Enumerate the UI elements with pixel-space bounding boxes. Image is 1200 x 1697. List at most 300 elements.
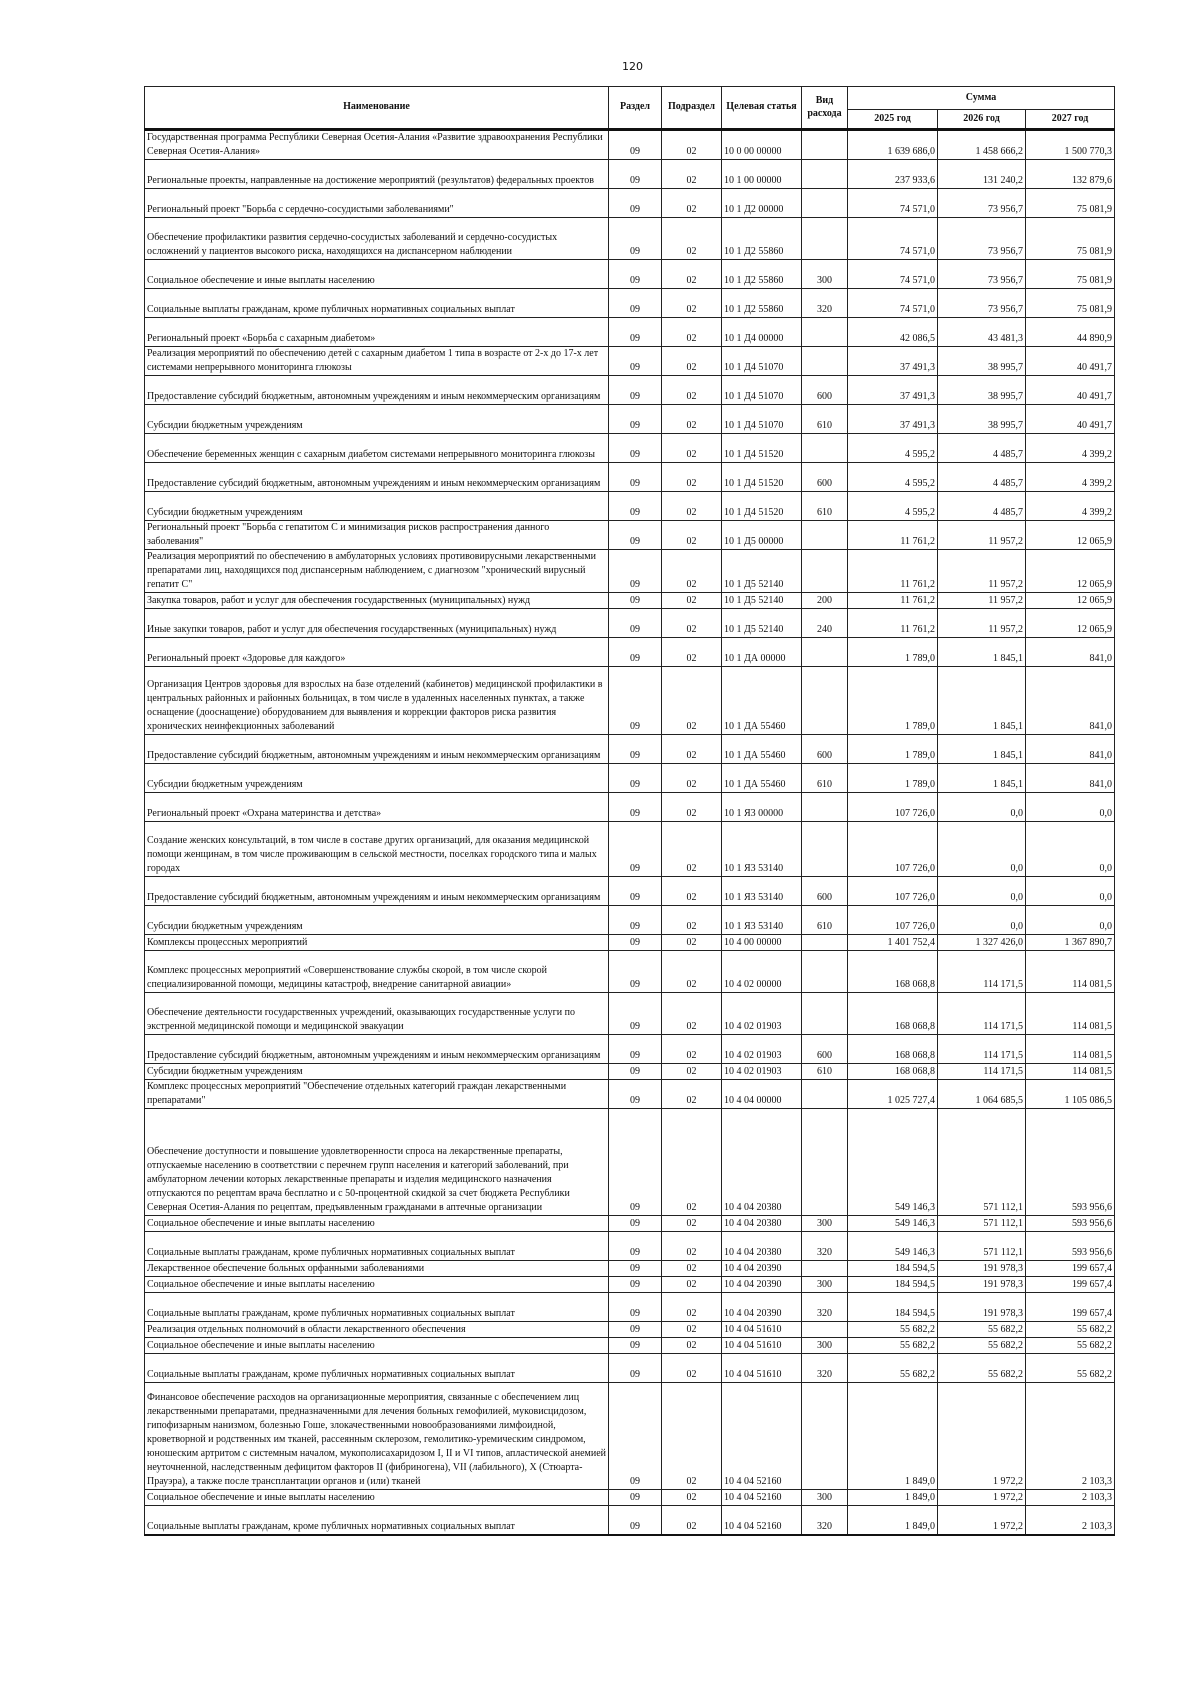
row-subsection: 02	[662, 1338, 722, 1354]
row-sum-2027: 593 956,6	[1026, 1109, 1115, 1216]
row-sum-2027: 114 081,5	[1026, 993, 1115, 1035]
row-subsection: 02	[662, 347, 722, 376]
row-sum-2025: 1 789,0	[848, 764, 938, 793]
row-subsection: 02	[662, 935, 722, 951]
row-name: Предоставление субсидий бюджетным, автономным учреждениям и иным некоммерческим организациям	[145, 735, 609, 764]
row-sum-2025: 107 726,0	[848, 906, 938, 935]
row-sum-2025: 1 639 686,0	[848, 130, 938, 160]
row-sum-2025: 55 682,2	[848, 1354, 938, 1383]
row-name: Предоставление субсидий бюджетным, автономным учреждениям и иным некоммерческим организациям	[145, 463, 609, 492]
row-sum-2025: 74 571,0	[848, 189, 938, 218]
header-section: Раздел	[609, 87, 662, 130]
row-target: 10 4 04 00000	[722, 1080, 802, 1109]
row-name: Реализация мероприятий по обеспечению детей с сахарным диабетом 1 типа в возрасте от 2-х до 17-х лет системами непрерывного мониторинга глюкозы	[145, 347, 609, 376]
table-row	[145, 906, 1115, 935]
row-section: 09	[609, 951, 662, 993]
row-target: 10 4 04 51610	[722, 1338, 802, 1354]
row-name: Закупка товаров, работ и услуг для обеспечения государственных (муниципальных) нужд	[145, 593, 609, 609]
row-name: Организация Центров здоровья для взрослых на базе отделений (кабинетов) медицинской профилактики в центральных районных и районных больницах, в том числе в удаленных населенных пунктах, а также оснащение (дооснащение) оборудованием для выявления и коррекции факторов риска развития хронических неинфекционных заболеваний	[145, 667, 609, 735]
row-sum-2025: 11 761,2	[848, 521, 938, 550]
row-section: 09	[609, 289, 662, 318]
row-sum-2025: 1 849,0	[848, 1490, 938, 1506]
row-subsection: 02	[662, 793, 722, 822]
row-sum-2027: 4 399,2	[1026, 492, 1115, 521]
row-expense-type: 600	[802, 1035, 848, 1064]
row-subsection: 02	[662, 1232, 722, 1261]
row-sum-2027: 114 081,5	[1026, 1064, 1115, 1080]
row-sum-2026: 73 956,7	[938, 218, 1026, 260]
row-target: 10 1 Д4 51520	[722, 492, 802, 521]
row-target: 10 1 Д4 51070	[722, 347, 802, 376]
row-subsection: 02	[662, 906, 722, 935]
row-sum-2025: 168 068,8	[848, 1035, 938, 1064]
row-name: Социальное обеспечение и иные выплаты населению	[145, 1277, 609, 1293]
row-sum-2025: 107 726,0	[848, 822, 938, 877]
row-target: 10 4 04 20390	[722, 1277, 802, 1293]
table-row	[145, 492, 1115, 521]
row-expense-type: 610	[802, 405, 848, 434]
row-target: 10 1 Д2 55860	[722, 218, 802, 260]
row-name: Региональные проекты, направленные на достижение мероприятий (результатов) федеральных проектов	[145, 160, 609, 189]
row-sum-2025: 55 682,2	[848, 1322, 938, 1338]
row-name: Реализация мероприятий по обеспечению в амбулаторных условиях противовирусными лекарственными препаратами лиц, находящихся под диспансерным наблюдением, с диагнозом "хронический вирусный гепатит С"	[145, 550, 609, 593]
row-expense-type: 600	[802, 463, 848, 492]
table-row	[145, 1232, 1115, 1261]
table-row	[145, 951, 1115, 993]
row-expense-type: 300	[802, 260, 848, 289]
row-name: Обеспечение доступности и повышение удовлетворенности спроса на лекарственные препараты, отпускаемые населению в соответствии с перечнем групп населения и категорий заболеваний, при амбулаторном лечении которых лекарственные препараты и изделия медицинского назначения отпускаются по рецептам врача бесплатно и с 50-процентной скидкой за счет бюджета Республики Северная Осетия-Алания по рецептам, предъявленным гражданами в аптечные организации	[145, 1109, 609, 1216]
row-sum-2027: 593 956,6	[1026, 1216, 1115, 1232]
row-name: Социальные выплаты гражданам, кроме публичных нормативных социальных выплат	[145, 1506, 609, 1536]
row-name: Создание женских консультаций, в том числе в составе других организаций, для оказания медицинской помощи женщинам, в том числе проживающим в сельской местности, поселках городского типа и малых городах	[145, 822, 609, 877]
row-subsection: 02	[662, 609, 722, 638]
row-subsection: 02	[662, 1322, 722, 1338]
row-section: 09	[609, 550, 662, 593]
row-sum-2027: 132 879,6	[1026, 160, 1115, 189]
row-subsection: 02	[662, 951, 722, 993]
row-sum-2025: 74 571,0	[848, 289, 938, 318]
row-name: Реализация отдельных полномочий в области лекарственного обеспечения	[145, 1322, 609, 1338]
row-name: Комплекс процессных мероприятий "Обеспечение отдельных категорий граждан лекарственными препаратами"	[145, 1080, 609, 1109]
row-expense-type	[802, 951, 848, 993]
table-row	[145, 1109, 1115, 1216]
row-expense-type: 610	[802, 906, 848, 935]
row-section: 09	[609, 1322, 662, 1338]
row-section: 09	[609, 1261, 662, 1277]
table-row	[145, 1322, 1115, 1338]
row-name: Региональный проект «Здоровье для каждого»	[145, 638, 609, 667]
row-target: 10 1 Д5 00000	[722, 521, 802, 550]
row-sum-2025: 11 761,2	[848, 609, 938, 638]
row-sum-2025: 107 726,0	[848, 793, 938, 822]
row-expense-type: 300	[802, 1216, 848, 1232]
row-expense-type	[802, 189, 848, 218]
row-section: 09	[609, 1354, 662, 1383]
row-sum-2025: 4 595,2	[848, 492, 938, 521]
row-sum-2026: 114 171,5	[938, 1064, 1026, 1080]
table-row	[145, 935, 1115, 951]
page-number: 120	[622, 60, 643, 73]
row-sum-2026: 571 112,1	[938, 1232, 1026, 1261]
row-sum-2026: 38 995,7	[938, 376, 1026, 405]
row-sum-2026: 38 995,7	[938, 405, 1026, 434]
row-target: 10 4 02 01903	[722, 1064, 802, 1080]
row-expense-type: 320	[802, 1293, 848, 1322]
table-row	[145, 764, 1115, 793]
table-row	[145, 735, 1115, 764]
row-expense-type: 320	[802, 1354, 848, 1383]
row-section: 09	[609, 376, 662, 405]
row-section: 09	[609, 822, 662, 877]
table-row	[145, 130, 1115, 160]
row-subsection: 02	[662, 1080, 722, 1109]
row-expense-type	[802, 160, 848, 189]
row-subsection: 02	[662, 218, 722, 260]
row-sum-2025: 74 571,0	[848, 260, 938, 289]
row-section: 09	[609, 1035, 662, 1064]
table-row	[145, 667, 1115, 735]
table-row	[145, 1293, 1115, 1322]
row-sum-2027: 55 682,2	[1026, 1322, 1115, 1338]
row-target: 10 1 Д2 00000	[722, 189, 802, 218]
row-sum-2026: 0,0	[938, 793, 1026, 822]
row-section: 09	[609, 347, 662, 376]
row-sum-2026: 191 978,3	[938, 1293, 1026, 1322]
row-expense-type: 610	[802, 492, 848, 521]
row-name: Социальные выплаты гражданам, кроме публичных нормативных социальных выплат	[145, 1293, 609, 1322]
row-sum-2027: 40 491,7	[1026, 347, 1115, 376]
table-row	[145, 218, 1115, 260]
row-subsection: 02	[662, 318, 722, 347]
row-sum-2027: 55 682,2	[1026, 1354, 1115, 1383]
row-subsection: 02	[662, 492, 722, 521]
header-2025: 2025 год	[848, 110, 938, 130]
row-name: Государственная программа Республики Северная Осетия-Алания «Развитие здравоохранения Республики Северная Осетия-Алания»	[145, 130, 609, 160]
row-sum-2027: 1 500 770,3	[1026, 130, 1115, 160]
row-sum-2026: 0,0	[938, 822, 1026, 877]
row-sum-2026: 43 481,3	[938, 318, 1026, 347]
row-sum-2025: 11 761,2	[848, 550, 938, 593]
row-expense-type: 200	[802, 593, 848, 609]
row-sum-2026: 55 682,2	[938, 1338, 1026, 1354]
row-sum-2027: 12 065,9	[1026, 521, 1115, 550]
row-expense-type	[802, 434, 848, 463]
table-row	[145, 434, 1115, 463]
row-target: 10 1 ДА 00000	[722, 638, 802, 667]
row-sum-2025: 1 849,0	[848, 1383, 938, 1490]
row-sum-2025: 1 789,0	[848, 735, 938, 764]
row-section: 09	[609, 434, 662, 463]
row-expense-type: 320	[802, 1506, 848, 1536]
table-row	[145, 1354, 1115, 1383]
row-expense-type	[802, 935, 848, 951]
row-target: 10 1 Я3 53140	[722, 822, 802, 877]
row-target: 10 1 ДА 55460	[722, 735, 802, 764]
row-sum-2026: 1 845,1	[938, 638, 1026, 667]
row-section: 09	[609, 160, 662, 189]
row-expense-type: 240	[802, 609, 848, 638]
row-sum-2027: 2 103,3	[1026, 1490, 1115, 1506]
row-sum-2027: 2 103,3	[1026, 1383, 1115, 1490]
row-expense-type	[802, 667, 848, 735]
row-sum-2027: 841,0	[1026, 667, 1115, 735]
row-subsection: 02	[662, 521, 722, 550]
table-row	[145, 993, 1115, 1035]
row-sum-2027: 44 890,9	[1026, 318, 1115, 347]
row-expense-type	[802, 638, 848, 667]
table-row	[145, 1261, 1115, 1277]
row-name: Субсидии бюджетным учреждениям	[145, 764, 609, 793]
row-sum-2025: 1 849,0	[848, 1506, 938, 1536]
row-name: Субсидии бюджетным учреждениям	[145, 405, 609, 434]
table-row	[145, 160, 1115, 189]
row-sum-2027: 114 081,5	[1026, 951, 1115, 993]
row-sum-2026: 1 327 426,0	[938, 935, 1026, 951]
table-row	[145, 189, 1115, 218]
row-section: 09	[609, 260, 662, 289]
row-sum-2027: 199 657,4	[1026, 1261, 1115, 1277]
row-sum-2027: 75 081,9	[1026, 289, 1115, 318]
row-section: 09	[609, 318, 662, 347]
row-sum-2027: 1 105 086,5	[1026, 1080, 1115, 1109]
row-sum-2025: 184 594,5	[848, 1277, 938, 1293]
row-expense-type: 300	[802, 1338, 848, 1354]
row-subsection: 02	[662, 1293, 722, 1322]
row-section: 09	[609, 906, 662, 935]
row-section: 09	[609, 993, 662, 1035]
row-sum-2027: 593 956,6	[1026, 1232, 1115, 1261]
row-sum-2026: 571 112,1	[938, 1109, 1026, 1216]
table-row	[145, 1035, 1115, 1064]
row-section: 09	[609, 1232, 662, 1261]
row-sum-2027: 841,0	[1026, 764, 1115, 793]
row-section: 09	[609, 1506, 662, 1536]
row-section: 09	[609, 877, 662, 906]
table-row	[145, 318, 1115, 347]
row-target: 10 1 Д4 51070	[722, 376, 802, 405]
row-expense-type	[802, 793, 848, 822]
row-name: Региональный проект «Борьба с сахарным диабетом»	[145, 318, 609, 347]
row-sum-2025: 37 491,3	[848, 347, 938, 376]
row-section: 09	[609, 1064, 662, 1080]
header-name: Наименование	[145, 87, 609, 130]
row-target: 10 1 Д5 52140	[722, 593, 802, 609]
row-section: 09	[609, 1109, 662, 1216]
row-sum-2026: 571 112,1	[938, 1216, 1026, 1232]
row-name: Предоставление субсидий бюджетным, автономным учреждениям и иным некоммерческим организациям	[145, 376, 609, 405]
row-expense-type	[802, 1261, 848, 1277]
budget-table	[144, 86, 1115, 1536]
table-row	[145, 1064, 1115, 1080]
table-row	[145, 1080, 1115, 1109]
row-expense-type: 300	[802, 1490, 848, 1506]
row-sum-2026: 1 845,1	[938, 764, 1026, 793]
row-name: Социальное обеспечение и иные выплаты населению	[145, 1338, 609, 1354]
row-name: Субсидии бюджетным учреждениям	[145, 1064, 609, 1080]
table-row	[145, 289, 1115, 318]
header-2026: 2026 год	[938, 110, 1026, 130]
table-row	[145, 1216, 1115, 1232]
row-subsection: 02	[662, 764, 722, 793]
row-sum-2027: 75 081,9	[1026, 218, 1115, 260]
row-sum-2026: 11 957,2	[938, 609, 1026, 638]
row-name: Предоставление субсидий бюджетным, автономным учреждениям и иным некоммерческим организациям	[145, 877, 609, 906]
row-sum-2026: 1 458 666,2	[938, 130, 1026, 160]
row-expense-type	[802, 1080, 848, 1109]
row-subsection: 02	[662, 550, 722, 593]
row-subsection: 02	[662, 376, 722, 405]
row-sum-2027: 4 399,2	[1026, 463, 1115, 492]
header-target: Целевая статья	[722, 87, 802, 130]
row-subsection: 02	[662, 1277, 722, 1293]
row-sum-2025: 184 594,5	[848, 1261, 938, 1277]
row-section: 09	[609, 609, 662, 638]
header-type: Вид расхода	[802, 87, 848, 130]
row-target: 10 4 04 52160	[722, 1490, 802, 1506]
row-section: 09	[609, 593, 662, 609]
row-section: 09	[609, 189, 662, 218]
row-sum-2026: 73 956,7	[938, 260, 1026, 289]
row-sum-2025: 37 491,3	[848, 376, 938, 405]
row-sum-2027: 75 081,9	[1026, 260, 1115, 289]
row-sum-2026: 11 957,2	[938, 593, 1026, 609]
row-name: Комплексы процессных мероприятий	[145, 935, 609, 951]
row-name: Субсидии бюджетным учреждениям	[145, 492, 609, 521]
row-sum-2027: 55 682,2	[1026, 1338, 1115, 1354]
row-subsection: 02	[662, 1490, 722, 1506]
row-target: 10 4 04 52160	[722, 1383, 802, 1490]
row-section: 09	[609, 1383, 662, 1490]
row-target: 10 4 04 20380	[722, 1216, 802, 1232]
row-sum-2025: 549 146,3	[848, 1216, 938, 1232]
row-section: 09	[609, 405, 662, 434]
row-target: 10 4 02 01903	[722, 1035, 802, 1064]
row-sum-2025: 184 594,5	[848, 1293, 938, 1322]
row-name: Иные закупки товаров, работ и услуг для обеспечения государственных (муниципальных) нужд	[145, 609, 609, 638]
row-expense-type: 600	[802, 376, 848, 405]
row-sum-2026: 1 972,2	[938, 1490, 1026, 1506]
table-row	[145, 1338, 1115, 1354]
row-sum-2026: 114 171,5	[938, 951, 1026, 993]
row-sum-2025: 549 146,3	[848, 1109, 938, 1216]
row-sum-2026: 191 978,3	[938, 1277, 1026, 1293]
row-subsection: 02	[662, 822, 722, 877]
row-section: 09	[609, 1216, 662, 1232]
row-sum-2027: 199 657,4	[1026, 1293, 1115, 1322]
row-sum-2027: 12 065,9	[1026, 609, 1115, 638]
row-sum-2027: 841,0	[1026, 638, 1115, 667]
row-name: Социальное обеспечение и иные выплаты населению	[145, 1216, 609, 1232]
row-sum-2025: 1 789,0	[848, 638, 938, 667]
table-row	[145, 260, 1115, 289]
row-expense-type: 320	[802, 289, 848, 318]
table-row	[145, 1506, 1115, 1536]
row-sum-2027: 4 399,2	[1026, 434, 1115, 463]
table-row	[145, 521, 1115, 550]
row-expense-type: 610	[802, 764, 848, 793]
row-name: Обеспечение деятельности государственных учреждений, оказывающих государственные услуги по экстренной медицинской помощи и медицинской эвакуации	[145, 993, 609, 1035]
row-section: 09	[609, 793, 662, 822]
row-expense-type	[802, 521, 848, 550]
row-section: 09	[609, 1338, 662, 1354]
row-sum-2026: 191 978,3	[938, 1261, 1026, 1277]
row-section: 09	[609, 130, 662, 160]
row-name: Предоставление субсидий бюджетным, автономным учреждениям и иным некоммерческим организациям	[145, 1035, 609, 1064]
row-sum-2026: 114 171,5	[938, 993, 1026, 1035]
row-sum-2026: 73 956,7	[938, 189, 1026, 218]
row-target: 10 1 ДА 55460	[722, 764, 802, 793]
row-subsection: 02	[662, 1064, 722, 1080]
table-body	[145, 130, 1115, 1536]
row-sum-2026: 1 845,1	[938, 667, 1026, 735]
row-target: 10 4 04 20380	[722, 1232, 802, 1261]
row-target: 10 4 04 51610	[722, 1354, 802, 1383]
row-expense-type	[802, 218, 848, 260]
table-row	[145, 347, 1115, 376]
row-subsection: 02	[662, 638, 722, 667]
row-sum-2027: 0,0	[1026, 793, 1115, 822]
row-sum-2027: 40 491,7	[1026, 376, 1115, 405]
table-header	[145, 87, 1115, 130]
row-sum-2027: 0,0	[1026, 906, 1115, 935]
row-subsection: 02	[662, 593, 722, 609]
table-row	[145, 877, 1115, 906]
row-expense-type: 600	[802, 877, 848, 906]
row-sum-2025: 11 761,2	[848, 593, 938, 609]
row-section: 09	[609, 463, 662, 492]
row-expense-type: 610	[802, 1064, 848, 1080]
row-sum-2026: 55 682,2	[938, 1322, 1026, 1338]
row-section: 09	[609, 1293, 662, 1322]
row-subsection: 02	[662, 405, 722, 434]
row-subsection: 02	[662, 1261, 722, 1277]
row-target: 10 1 Д2 55860	[722, 289, 802, 318]
table-row	[145, 609, 1115, 638]
row-name: Региональный проект «Охрана материнства и детства»	[145, 793, 609, 822]
row-sum-2025: 4 595,2	[848, 434, 938, 463]
row-subsection: 02	[662, 289, 722, 318]
row-sum-2026: 1 972,2	[938, 1506, 1026, 1536]
row-sum-2025: 4 595,2	[848, 463, 938, 492]
row-sum-2026: 1 845,1	[938, 735, 1026, 764]
row-sum-2026: 0,0	[938, 877, 1026, 906]
row-expense-type	[802, 347, 848, 376]
row-target: 10 0 00 00000	[722, 130, 802, 160]
table-row	[145, 463, 1115, 492]
row-expense-type: 600	[802, 735, 848, 764]
row-sum-2025: 42 086,5	[848, 318, 938, 347]
header-2027: 2027 год	[1026, 110, 1115, 130]
row-subsection: 02	[662, 463, 722, 492]
row-section: 09	[609, 935, 662, 951]
row-name: Обеспечение беременных женщин с сахарным диабетом системами непрерывного мониторинга глюкозы	[145, 434, 609, 463]
row-sum-2027: 841,0	[1026, 735, 1115, 764]
table-row	[145, 376, 1115, 405]
row-section: 09	[609, 735, 662, 764]
row-sum-2027: 2 103,3	[1026, 1506, 1115, 1536]
row-name: Региональный проект "Борьба с сердечно-сосудистыми заболеваниями"	[145, 189, 609, 218]
row-subsection: 02	[662, 1035, 722, 1064]
row-sum-2025: 1 401 752,4	[848, 935, 938, 951]
row-target: 10 1 Д5 52140	[722, 609, 802, 638]
row-sum-2025: 168 068,8	[848, 993, 938, 1035]
table-row	[145, 405, 1115, 434]
row-name: Социальное обеспечение и иные выплаты населению	[145, 1490, 609, 1506]
row-sum-2027: 114 081,5	[1026, 1035, 1115, 1064]
row-name: Социальные выплаты гражданам, кроме публичных нормативных социальных выплат	[145, 1232, 609, 1261]
row-section: 09	[609, 667, 662, 735]
row-sum-2027: 0,0	[1026, 822, 1115, 877]
